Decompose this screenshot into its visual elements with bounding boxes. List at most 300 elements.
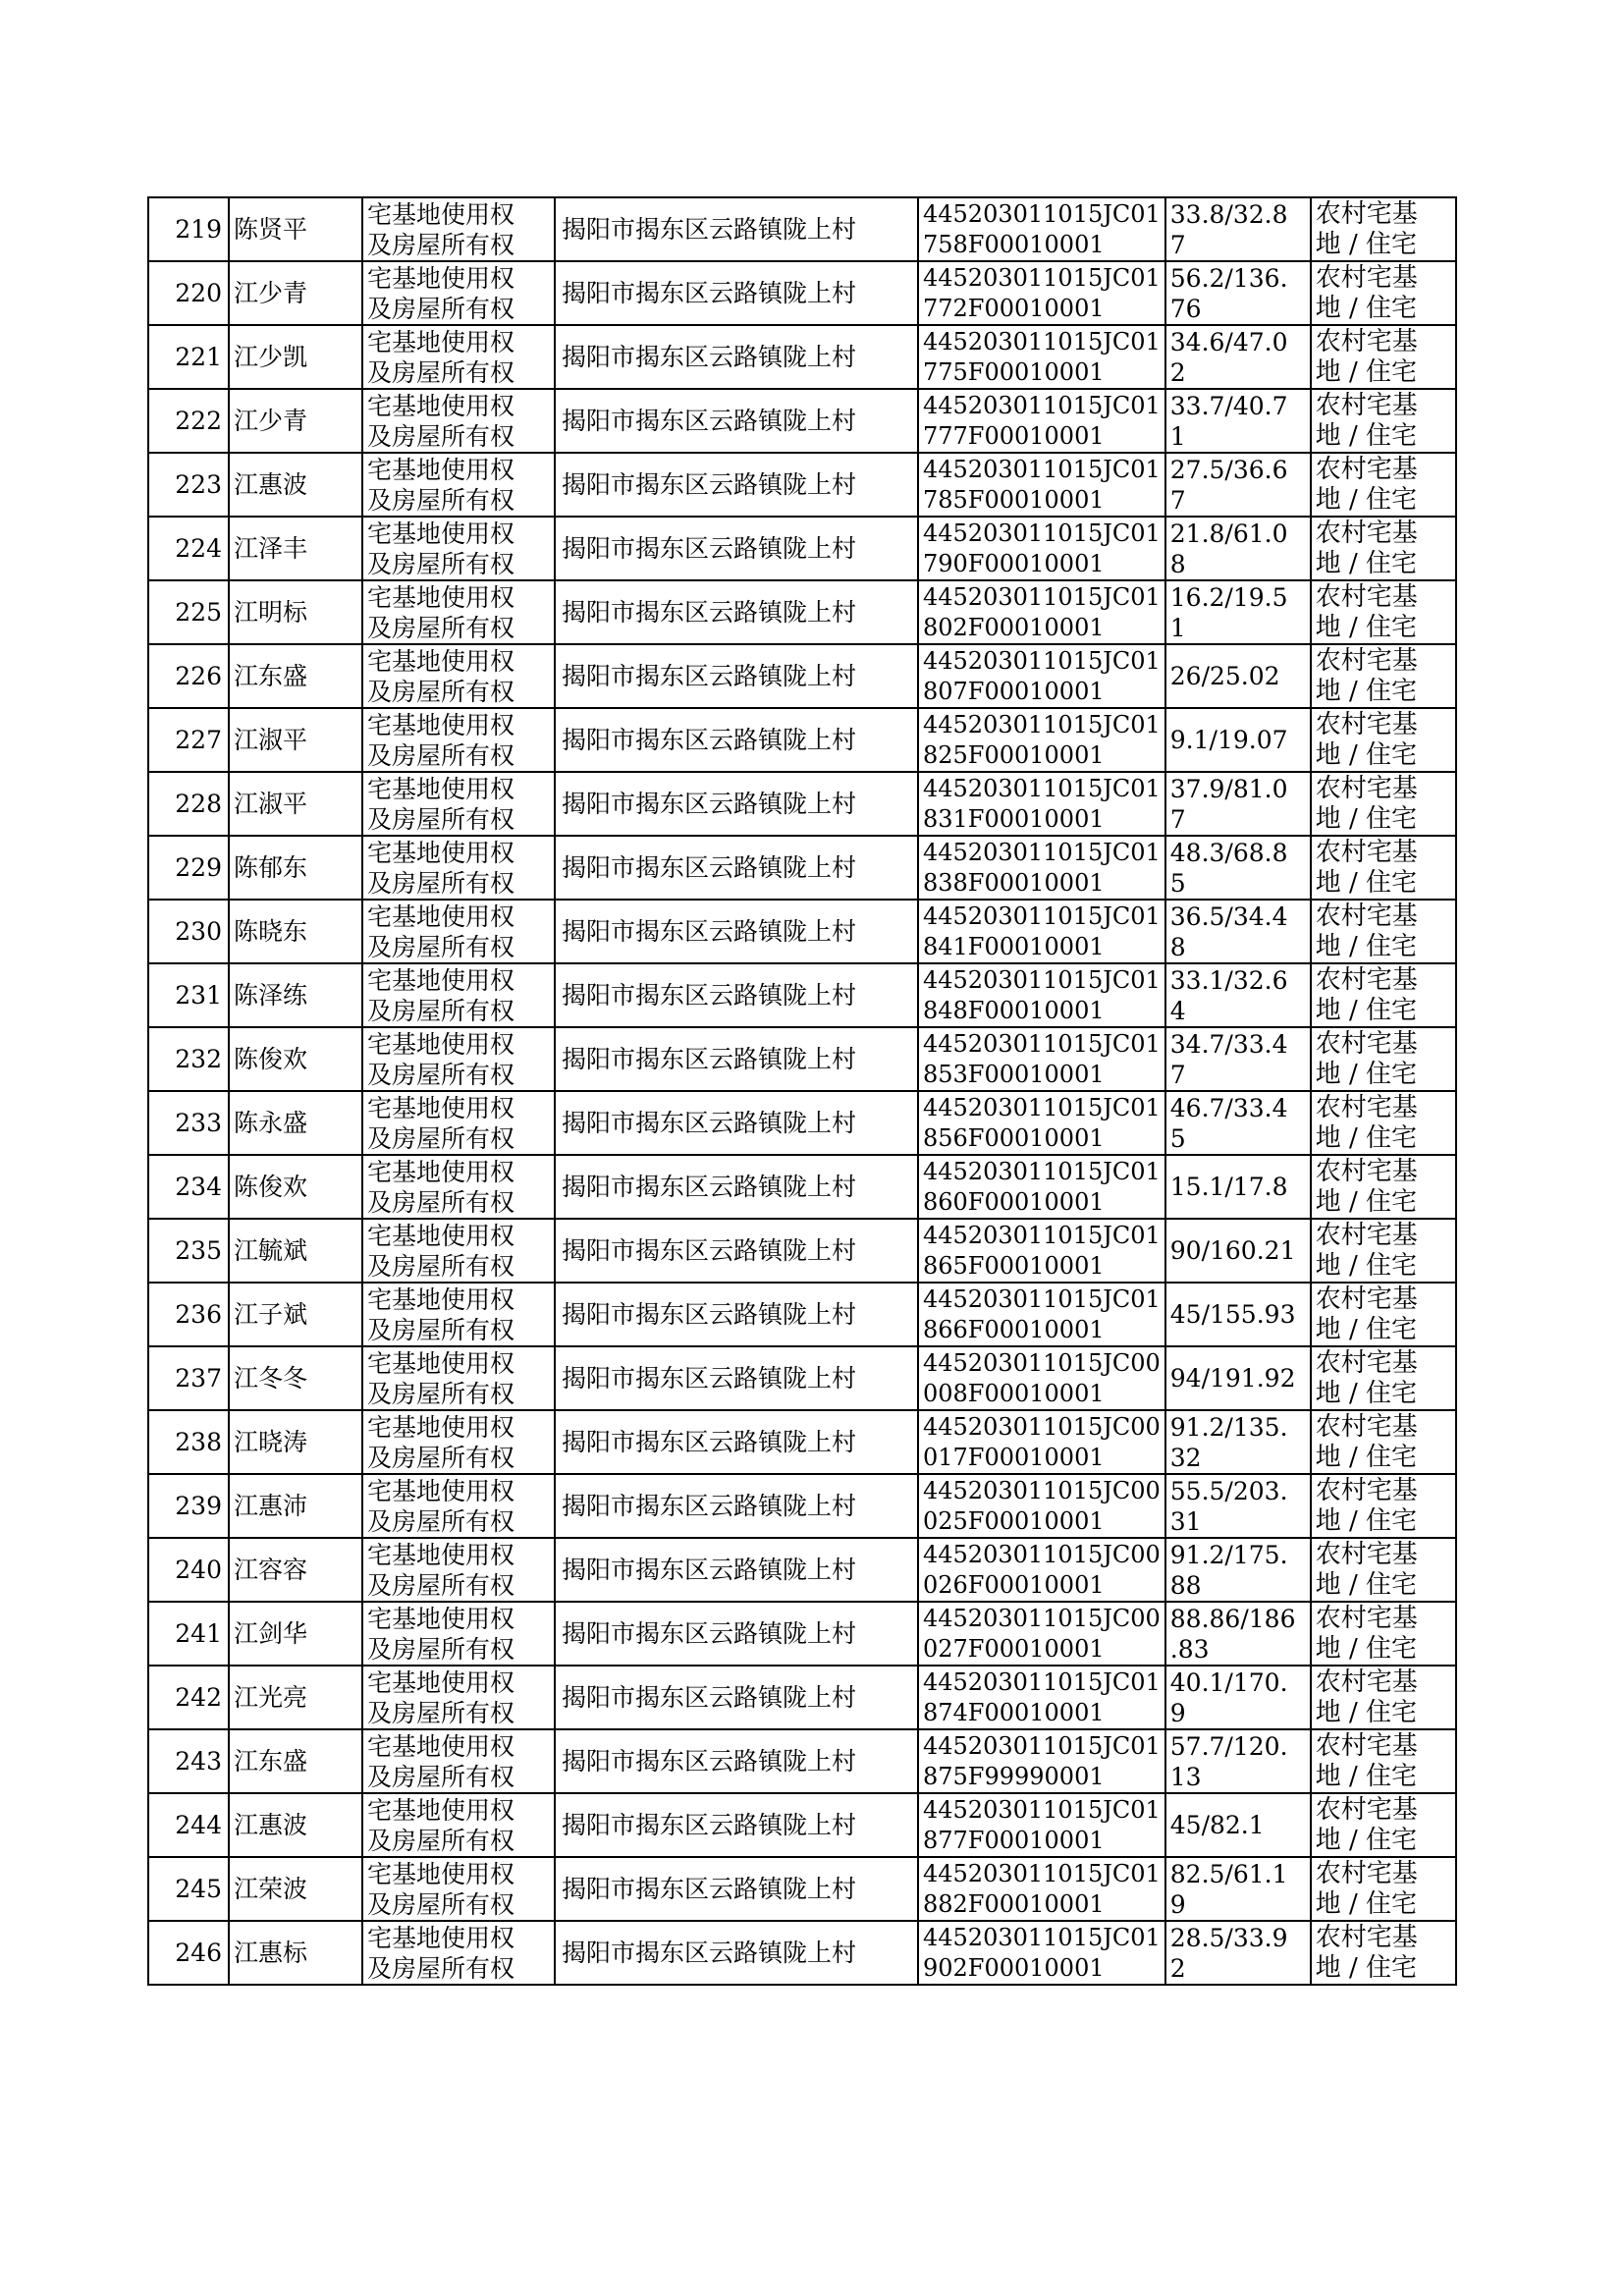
right-type xyxy=(362,197,555,261)
land-use-line: 地 / 住宅 xyxy=(1315,1952,1418,1983)
property-location: 揭阳市揭东区云路镇陇上村 xyxy=(555,1091,918,1155)
right-type-line: 及房屋所有权 xyxy=(367,1315,515,1344)
row-number: 221 xyxy=(148,325,229,389)
area-value xyxy=(1165,900,1311,963)
area-value-line: 8 xyxy=(1169,549,1186,578)
owner-name: 江子斌 xyxy=(229,1283,362,1346)
right-type xyxy=(362,1474,555,1538)
unit-code-line: 902F00010001 xyxy=(923,1953,1105,1982)
land-use-line: 地 / 住宅 xyxy=(1315,1825,1418,1855)
right-type-line: 及房屋所有权 xyxy=(367,1889,515,1919)
land-use xyxy=(1311,517,1456,580)
owner-name: 江毓斌 xyxy=(229,1219,362,1283)
area-value-line: 16.2/19.5 xyxy=(1169,582,1288,612)
row-number: 234 xyxy=(148,1155,229,1219)
right-type-line: 及房屋所有权 xyxy=(367,357,515,387)
right-type-line: 及房屋所有权 xyxy=(367,868,515,898)
area-value-line: 55.5/203. xyxy=(1169,1476,1288,1505)
table-row xyxy=(148,1793,1456,1857)
owner-name: 陈永盛 xyxy=(229,1091,362,1155)
right-type-line: 宅基地使用权 xyxy=(367,1221,515,1250)
right-type-line: 宅基地使用权 xyxy=(367,965,515,995)
area-value xyxy=(1165,197,1311,261)
unit-code xyxy=(918,261,1165,325)
land-use-line: 地 / 住宅 xyxy=(1315,1250,1418,1281)
land-use-line: 农村宅基 xyxy=(1315,773,1418,803)
land-use-line: 农村宅基 xyxy=(1315,1156,1418,1186)
row-number: 242 xyxy=(148,1666,229,1729)
land-use-line: 农村宅基 xyxy=(1315,1220,1418,1250)
right-type xyxy=(362,1283,555,1346)
land-use-line: 农村宅基 xyxy=(1315,1667,1418,1697)
land-use xyxy=(1311,1219,1456,1283)
table-row xyxy=(148,1857,1456,1921)
right-type-line: 及房屋所有权 xyxy=(367,1762,515,1791)
land-use xyxy=(1311,708,1456,772)
land-use-line: 地 / 住宅 xyxy=(1315,1378,1418,1408)
right-type xyxy=(362,261,555,325)
right-type xyxy=(362,1602,555,1666)
right-type-line: 及房屋所有权 xyxy=(367,1187,515,1217)
land-use-line: 地 / 住宅 xyxy=(1315,803,1418,834)
area-value xyxy=(1165,580,1311,644)
unit-code-line: 775F00010001 xyxy=(923,357,1105,386)
land-use xyxy=(1311,1410,1456,1474)
property-location: 揭阳市揭东区云路镇陇上村 xyxy=(555,197,918,261)
unit-code xyxy=(918,1857,1165,1921)
right-type xyxy=(362,389,555,453)
right-type-line: 及房屋所有权 xyxy=(367,996,515,1025)
row-number: 223 xyxy=(148,453,229,517)
area-value xyxy=(1165,517,1311,580)
area-value-line: 37.9/81.0 xyxy=(1169,774,1288,803)
area-value-line: 45/155.93 xyxy=(1169,1300,1296,1329)
unit-code-line: 807F00010001 xyxy=(923,677,1105,705)
right-type xyxy=(362,900,555,963)
unit-code-line: 882F00010001 xyxy=(923,1889,1105,1918)
right-type xyxy=(362,772,555,836)
unit-code-line: 027F00010001 xyxy=(923,1634,1105,1663)
area-value-line: 27.5/36.6 xyxy=(1169,455,1288,484)
row-number: 226 xyxy=(148,644,229,708)
table-row xyxy=(148,1538,1456,1602)
table-body xyxy=(148,197,1456,1985)
row-number: 244 xyxy=(148,1793,229,1857)
land-use-line: 农村宅基 xyxy=(1315,1347,1418,1378)
row-number: 219 xyxy=(148,197,229,261)
registry-table xyxy=(147,196,1457,1986)
unit-code-line: 445203011015JC00 xyxy=(923,1412,1161,1441)
table-row xyxy=(148,1410,1456,1474)
right-type-line: 宅基地使用权 xyxy=(367,1667,515,1697)
area-value xyxy=(1165,1857,1311,1921)
right-type xyxy=(362,1666,555,1729)
row-number: 235 xyxy=(148,1219,229,1283)
land-use-line: 地 / 住宅 xyxy=(1315,1314,1418,1344)
property-location: 揭阳市揭东区云路镇陇上村 xyxy=(555,772,918,836)
land-use-line: 地 / 住宅 xyxy=(1315,676,1418,706)
table-row xyxy=(148,963,1456,1027)
land-use-line: 农村宅基 xyxy=(1315,901,1418,931)
area-value-line: 91.2/175. xyxy=(1169,1540,1288,1569)
area-value-line: 31 xyxy=(1169,1506,1202,1536)
right-type-line: 及房屋所有权 xyxy=(367,1123,515,1153)
unit-code-line: 445203011015JC01 xyxy=(923,1859,1161,1887)
area-value-line: 34.7/33.4 xyxy=(1169,1029,1288,1059)
unit-code xyxy=(918,1729,1165,1793)
unit-code xyxy=(918,1666,1165,1729)
table-row xyxy=(148,1283,1456,1346)
property-location: 揭阳市揭东区云路镇陇上村 xyxy=(555,900,918,963)
area-value xyxy=(1165,708,1311,772)
land-use xyxy=(1311,1091,1456,1155)
right-type-line: 及房屋所有权 xyxy=(367,1953,515,1983)
property-location: 揭阳市揭东区云路镇陇上村 xyxy=(555,1219,918,1283)
area-value-line: 88.86/186 xyxy=(1169,1604,1296,1633)
area-value-line: 28.5/33.9 xyxy=(1169,1923,1288,1952)
land-use xyxy=(1311,1921,1456,1985)
land-use-line: 地 / 住宅 xyxy=(1315,995,1418,1025)
right-type xyxy=(362,836,555,900)
area-value-line: 7 xyxy=(1169,485,1186,515)
unit-code xyxy=(918,708,1165,772)
owner-name: 陈俊欢 xyxy=(229,1155,362,1219)
unit-code-line: 860F00010001 xyxy=(923,1187,1105,1216)
row-number: 246 xyxy=(148,1921,229,1985)
unit-code xyxy=(918,1538,1165,1602)
owner-name: 江少凯 xyxy=(229,325,362,389)
right-type xyxy=(362,325,555,389)
property-location: 揭阳市揭东区云路镇陇上村 xyxy=(555,453,918,517)
right-type-line: 及房屋所有权 xyxy=(367,1251,515,1281)
area-value xyxy=(1165,1091,1311,1155)
unit-code-line: 874F00010001 xyxy=(923,1698,1105,1726)
land-use-line: 地 / 住宅 xyxy=(1315,1122,1418,1153)
right-type-line: 宅基地使用权 xyxy=(367,327,515,356)
right-type-line: 及房屋所有权 xyxy=(367,549,515,578)
right-type-line: 宅基地使用权 xyxy=(367,1412,515,1442)
table-row xyxy=(148,1729,1456,1793)
owner-name: 江淑平 xyxy=(229,708,362,772)
owner-name: 陈俊欢 xyxy=(229,1027,362,1091)
right-type-line: 宅基地使用权 xyxy=(367,455,515,484)
right-type-line: 及房屋所有权 xyxy=(367,613,515,642)
land-use-line: 农村宅基 xyxy=(1315,262,1418,293)
right-type xyxy=(362,1410,555,1474)
property-location: 揭阳市揭东区云路镇陇上村 xyxy=(555,1857,918,1921)
land-use-line: 地 / 住宅 xyxy=(1315,1888,1418,1919)
unit-code xyxy=(918,1474,1165,1538)
property-location: 揭阳市揭东区云路镇陇上村 xyxy=(555,517,918,580)
property-location: 揭阳市揭东区云路镇陇上村 xyxy=(555,963,918,1027)
right-type xyxy=(362,963,555,1027)
table-row xyxy=(148,389,1456,453)
land-use-line: 地 / 住宅 xyxy=(1315,1697,1418,1727)
unit-code-line: 445203011015JC01 xyxy=(923,1221,1161,1249)
land-use xyxy=(1311,389,1456,453)
area-value xyxy=(1165,453,1311,517)
property-location: 揭阳市揭东区云路镇陇上村 xyxy=(555,644,918,708)
unit-code xyxy=(918,1793,1165,1857)
land-use-line: 地 / 住宅 xyxy=(1315,1761,1418,1791)
right-type-line: 及房屋所有权 xyxy=(367,804,515,834)
unit-code-line: 445203011015JC00 xyxy=(923,1604,1161,1632)
table-row xyxy=(148,1155,1456,1219)
unit-code-line: 445203011015JC01 xyxy=(923,1284,1161,1313)
unit-code xyxy=(918,580,1165,644)
row-number: 241 xyxy=(148,1602,229,1666)
area-value-line: 46.7/33.4 xyxy=(1169,1093,1288,1122)
row-number: 240 xyxy=(148,1538,229,1602)
right-type-line: 宅基地使用权 xyxy=(367,1795,515,1825)
unit-code-line: 445203011015JC01 xyxy=(923,327,1161,355)
area-value-line: 5 xyxy=(1169,1123,1186,1153)
right-type-line: 宅基地使用权 xyxy=(367,199,515,229)
right-type-line: 及房屋所有权 xyxy=(367,677,515,706)
row-number: 220 xyxy=(148,261,229,325)
area-value xyxy=(1165,325,1311,389)
land-use xyxy=(1311,1793,1456,1857)
right-type xyxy=(362,580,555,644)
row-number: 225 xyxy=(148,580,229,644)
unit-code xyxy=(918,389,1165,453)
unit-code xyxy=(918,963,1165,1027)
area-value-line: 33.7/40.7 xyxy=(1169,391,1288,420)
owner-name: 江淑平 xyxy=(229,772,362,836)
unit-code xyxy=(918,1027,1165,1091)
right-type-line: 及房屋所有权 xyxy=(367,294,515,323)
right-type-line: 宅基地使用权 xyxy=(367,774,515,803)
unit-code-line: 865F00010001 xyxy=(923,1251,1105,1280)
owner-name: 江惠波 xyxy=(229,453,362,517)
property-location: 揭阳市揭东区云路镇陇上村 xyxy=(555,1410,918,1474)
land-use xyxy=(1311,1346,1456,1410)
unit-code-line: 445203011015JC00 xyxy=(923,1348,1161,1377)
area-value xyxy=(1165,1666,1311,1729)
area-value-line: 36.5/34.4 xyxy=(1169,902,1288,931)
right-type-line: 及房屋所有权 xyxy=(367,740,515,770)
unit-code-line: 445203011015JC01 xyxy=(923,710,1161,738)
right-type xyxy=(362,1793,555,1857)
unit-code-line: 445203011015JC00 xyxy=(923,1540,1161,1568)
land-use-line: 农村宅基 xyxy=(1315,1092,1418,1122)
right-type xyxy=(362,1219,555,1283)
right-type-line: 及房屋所有权 xyxy=(367,1570,515,1600)
area-value-line: 40.1/170. xyxy=(1169,1667,1288,1697)
land-use xyxy=(1311,963,1456,1027)
right-type-line: 宅基地使用权 xyxy=(367,1604,515,1633)
unit-code-line: 445203011015JC01 xyxy=(923,1731,1161,1760)
unit-code xyxy=(918,453,1165,517)
area-value-line: 9 xyxy=(1169,1889,1186,1919)
land-use xyxy=(1311,1666,1456,1729)
unit-code-line: 445203011015JC01 xyxy=(923,263,1161,292)
land-use xyxy=(1311,1602,1456,1666)
area-value-line: 76 xyxy=(1169,294,1202,323)
land-use-line: 农村宅基 xyxy=(1315,198,1418,229)
unit-code xyxy=(918,1921,1165,1985)
area-value-line: 9 xyxy=(1169,1698,1186,1727)
table-row xyxy=(148,261,1456,325)
unit-code-line: 445203011015JC01 xyxy=(923,902,1161,930)
unit-code-line: 017F00010001 xyxy=(923,1443,1105,1471)
unit-code-line: 838F00010001 xyxy=(923,868,1105,897)
right-type-line: 宅基地使用权 xyxy=(367,1731,515,1761)
property-location: 揭阳市揭东区云路镇陇上村 xyxy=(555,1602,918,1666)
unit-code-line: 445203011015JC01 xyxy=(923,965,1161,994)
table-row xyxy=(148,1474,1456,1538)
right-type-line: 宅基地使用权 xyxy=(367,1540,515,1569)
owner-name: 江东盛 xyxy=(229,1729,362,1793)
area-value-line: 7 xyxy=(1169,804,1186,834)
area-value-line: 32 xyxy=(1169,1443,1202,1472)
area-value xyxy=(1165,1219,1311,1283)
land-use-line: 地 / 住宅 xyxy=(1315,420,1418,451)
area-value xyxy=(1165,1793,1311,1857)
land-use xyxy=(1311,1474,1456,1538)
property-location: 揭阳市揭东区云路镇陇上村 xyxy=(555,1027,918,1091)
area-value-line: 88 xyxy=(1169,1570,1202,1600)
unit-code-line: 445203011015JC01 xyxy=(923,646,1161,675)
right-type-line: 宅基地使用权 xyxy=(367,1923,515,1952)
unit-code xyxy=(918,325,1165,389)
unit-code xyxy=(918,1219,1165,1283)
unit-code xyxy=(918,772,1165,836)
row-number: 236 xyxy=(148,1283,229,1346)
unit-code-line: 445203011015JC01 xyxy=(923,582,1161,611)
property-location: 揭阳市揭东区云路镇陇上村 xyxy=(555,261,918,325)
unit-code-line: 445203011015JC01 xyxy=(923,1093,1161,1121)
table-row xyxy=(148,453,1456,517)
property-location: 揭阳市揭东区云路镇陇上村 xyxy=(555,708,918,772)
unit-code-line: 445203011015JC01 xyxy=(923,1667,1161,1696)
right-type xyxy=(362,1346,555,1410)
area-value xyxy=(1165,1155,1311,1219)
area-value xyxy=(1165,261,1311,325)
land-use-line: 农村宅基 xyxy=(1315,645,1418,676)
owner-name: 陈泽练 xyxy=(229,963,362,1027)
land-use-line: 农村宅基 xyxy=(1315,1603,1418,1633)
unit-code-line: 856F00010001 xyxy=(923,1123,1105,1152)
area-value-line: 34.6/47.0 xyxy=(1169,327,1288,356)
table-row xyxy=(148,644,1456,708)
land-use xyxy=(1311,453,1456,517)
land-use xyxy=(1311,1729,1456,1793)
unit-code-line: 445203011015JC01 xyxy=(923,838,1161,866)
right-type-line: 宅基地使用权 xyxy=(367,263,515,293)
property-location: 揭阳市揭东区云路镇陇上村 xyxy=(555,325,918,389)
right-type-line: 及房屋所有权 xyxy=(367,1634,515,1664)
land-use xyxy=(1311,644,1456,708)
unit-code-line: 758F00010001 xyxy=(923,230,1105,258)
owner-name: 江少青 xyxy=(229,389,362,453)
property-location: 揭阳市揭东区云路镇陇上村 xyxy=(555,580,918,644)
owner-name: 江明标 xyxy=(229,580,362,644)
row-number: 229 xyxy=(148,836,229,900)
unit-code-line: 772F00010001 xyxy=(923,294,1105,322)
unit-code-line: 802F00010001 xyxy=(923,613,1105,641)
right-type xyxy=(362,1921,555,1985)
area-value xyxy=(1165,1410,1311,1474)
land-use-line: 农村宅基 xyxy=(1315,1028,1418,1059)
land-use-line: 地 / 住宅 xyxy=(1315,867,1418,898)
table-row xyxy=(148,1091,1456,1155)
land-use-line: 农村宅基 xyxy=(1315,1539,1418,1569)
owner-name: 江容容 xyxy=(229,1538,362,1602)
unit-code-line: 445203011015JC01 xyxy=(923,519,1161,547)
right-type-line: 宅基地使用权 xyxy=(367,1859,515,1888)
table-row xyxy=(148,325,1456,389)
owner-name: 江东盛 xyxy=(229,644,362,708)
right-type-line: 宅基地使用权 xyxy=(367,519,515,548)
land-use-line: 地 / 住宅 xyxy=(1315,1442,1418,1472)
unit-code xyxy=(918,1346,1165,1410)
land-use xyxy=(1311,580,1456,644)
owner-name: 江晓涛 xyxy=(229,1410,362,1474)
land-use-line: 农村宅基 xyxy=(1315,1730,1418,1761)
right-type xyxy=(362,708,555,772)
area-value-line: 5 xyxy=(1169,868,1186,898)
property-location: 揭阳市揭东区云路镇陇上村 xyxy=(555,389,918,453)
unit-code-line: 841F00010001 xyxy=(923,932,1105,960)
right-type-line: 宅基地使用权 xyxy=(367,646,515,676)
owner-name: 江冬冬 xyxy=(229,1346,362,1410)
right-type xyxy=(362,1729,555,1793)
area-value xyxy=(1165,1921,1311,1985)
land-use-line: 地 / 住宅 xyxy=(1315,293,1418,323)
area-value-line: 94/191.92 xyxy=(1169,1364,1296,1393)
area-value-line: 13 xyxy=(1169,1762,1202,1791)
owner-name: 江惠标 xyxy=(229,1921,362,1985)
unit-code-line: 445203011015JC01 xyxy=(923,1795,1161,1824)
right-type-line: 及房屋所有权 xyxy=(367,1826,515,1855)
unit-code-line: 825F00010001 xyxy=(923,740,1105,769)
unit-code xyxy=(918,836,1165,900)
unit-code xyxy=(918,1283,1165,1346)
unit-code-line: 831F00010001 xyxy=(923,804,1105,833)
right-type xyxy=(362,1155,555,1219)
land-use-line: 地 / 住宅 xyxy=(1315,931,1418,961)
unit-code-line: 848F00010001 xyxy=(923,996,1105,1024)
unit-code-line: 877F00010001 xyxy=(923,1826,1105,1854)
row-number: 238 xyxy=(148,1410,229,1474)
area-value xyxy=(1165,1538,1311,1602)
land-use xyxy=(1311,197,1456,261)
property-location: 揭阳市揭东区云路镇陇上村 xyxy=(555,1729,918,1793)
area-value-line: 1 xyxy=(1169,613,1186,642)
land-use-line: 地 / 住宅 xyxy=(1315,229,1418,259)
row-number: 231 xyxy=(148,963,229,1027)
owner-name: 江光亮 xyxy=(229,1666,362,1729)
area-value-line: 2 xyxy=(1169,1953,1186,1983)
unit-code-line: 875F99990001 xyxy=(923,1762,1105,1790)
area-value-line: 33.1/32.6 xyxy=(1169,965,1288,995)
owner-name: 陈郁东 xyxy=(229,836,362,900)
area-value-line: 91.2/135. xyxy=(1169,1412,1288,1442)
area-value-line: 26/25.02 xyxy=(1169,662,1280,690)
unit-code-line: 866F00010001 xyxy=(923,1315,1105,1343)
right-type xyxy=(362,1857,555,1921)
property-location: 揭阳市揭东区云路镇陇上村 xyxy=(555,1793,918,1857)
right-type xyxy=(362,644,555,708)
right-type-line: 及房屋所有权 xyxy=(367,1060,515,1089)
unit-code-line: 445203011015JC00 xyxy=(923,1476,1161,1504)
table-row xyxy=(148,1666,1456,1729)
right-type-line: 宅基地使用权 xyxy=(367,1157,515,1186)
land-use-line: 地 / 住宅 xyxy=(1315,548,1418,578)
area-value-line: 8 xyxy=(1169,932,1186,961)
right-type-line: 及房屋所有权 xyxy=(367,1698,515,1727)
